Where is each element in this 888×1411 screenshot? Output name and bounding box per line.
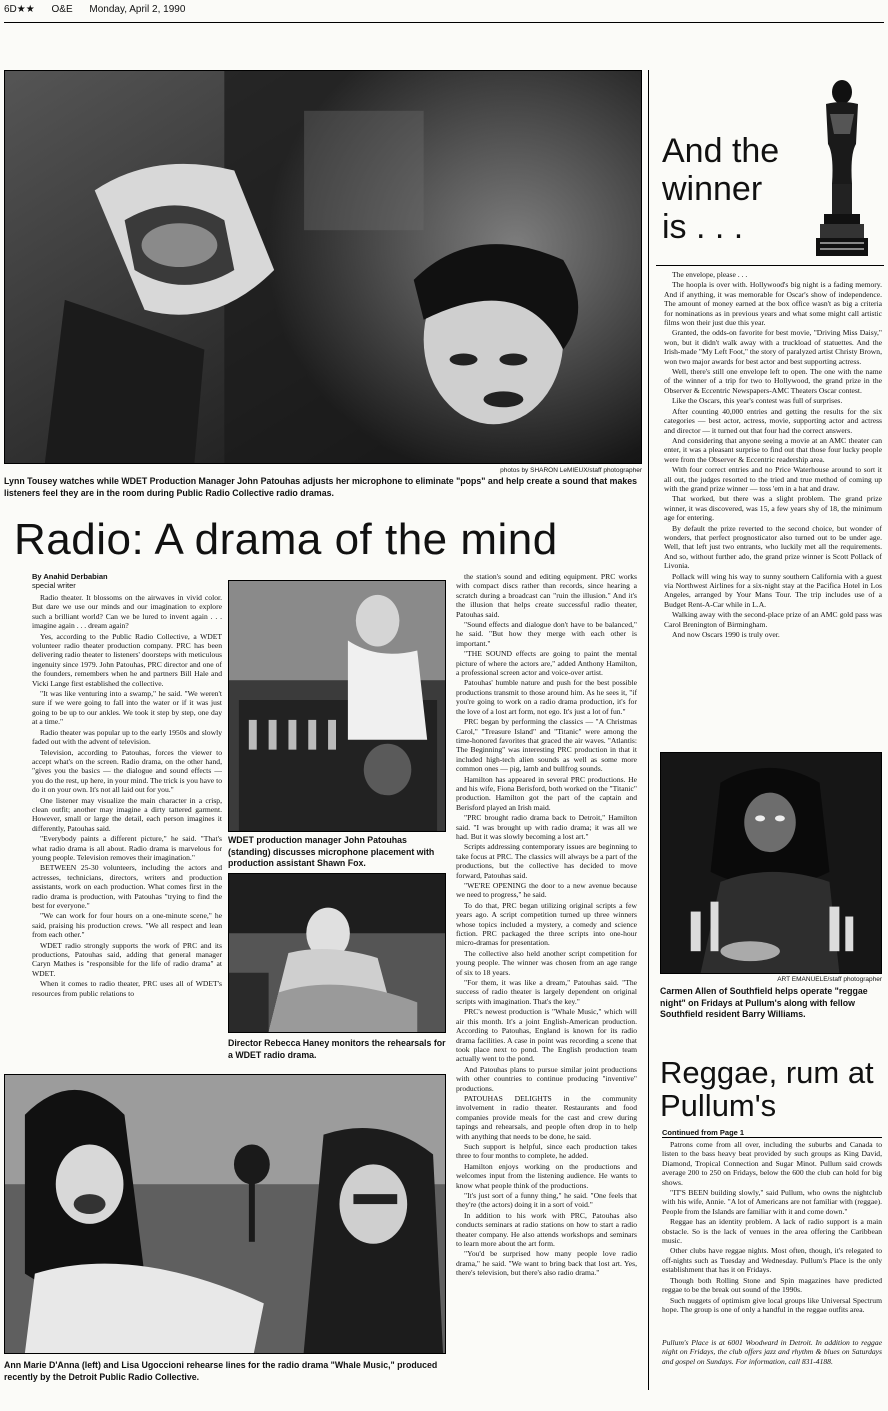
oscar-box [656, 70, 884, 266]
paragraph: the station's sound and editing equipment. PRC works with compact discs rather than records, since hearing a scratch during a broadcast can "ruin the illusion." And it's the illusion that helps create successful radio theater, Patouhas said. [456, 572, 637, 619]
paragraph: And now Oscars 1990 is truly over. [672, 630, 780, 640]
top-photo [4, 70, 642, 464]
radio-headline: Radio: A drama of the mind [14, 515, 558, 564]
paragraph: BETWEEN 25-30 volunteers, including the actors and actresses, technicians, directors, writers and production assistants, work on each production. What comes first in the radio drama is production, with Patouhas "trying to find the best for everyone." [32, 863, 222, 910]
paragraph: Reggae has an identity problem. A lack of radio support is a main obstacle. So is the lack of venues in the area offering the Caribbean music. [662, 1217, 882, 1246]
paragraph: "It was like venturing into a swamp," he said. "We weren't sure if we were going to fall into the water or if it was just going to be up to our ankles. We took it step by step, one day at a time." [32, 689, 222, 727]
paragraph: "Everybody paints a different picture," he said. "That's what radio drama is all about. Radio drama is marvelous for young people. Television removes their imagination." [32, 834, 222, 862]
photo-haney [228, 873, 446, 1033]
byline-author: By Anahid Derbabian [32, 572, 108, 581]
paragraph: The hoopla is over with. Hollywood's big night is a fading memory. And if anything, it was memorable for Oscar's show of independence. The amount of money earned at the box office wasn't as big a criteria for nominations as in previous years and what some might call artistic films won their just due this year. [664, 280, 882, 328]
page-number: 6D★★ [4, 4, 35, 15]
paragraph: Like the Oscars, this year's contest was full of surprises. [672, 396, 843, 406]
paragraph: PRC's newest production is "Whale Music," which will air this month. It's a joint English-American production. According to Patouhas, England is known for its radio drama facilities. A case in point was recording a scene that took place next to pond. The English production team actually went to the pond. [456, 1007, 637, 1064]
issue-date: Monday, April 2, 1990 [89, 4, 186, 15]
paragraph: Patouhas' humble nature and push for the best possible productions transmit to those around him. As he sees it, "if you're going to work on a radio drama production, it's for the love of a lost art form, not ego. It's just a lot of fun." [456, 678, 637, 716]
paragraph: Patrons come from all over, including the suburbs and Canada to listen to the bass heavy beat provided by such groups as King David, Diamond, Tropical Connection and Sugar Minot. Pullum said crowds average 200 to 250 on Fridays, below the 600 the club can hold for big shows. [662, 1140, 882, 1187]
paragraph: "It's just sort of a funny thing," he said. "One feels that they're (the actors) doing it in a sort of void." [456, 1191, 637, 1210]
bottom-photo-caption: Ann Marie D'Anna (left) and Lisa Ugoccioni rehearse lines for the radio drama "Whale Music," produced recently by the Detroit Public Radio Collective. [4, 1360, 438, 1382]
paragraph: Walking away with the second-place prize of an AMC gold pass was Carol Brenington of Birmingham. [664, 610, 882, 629]
oscar-headline: And the winner is . . . [662, 132, 780, 246]
paragraph: Radio theater was popular up to the early 1950s and slowly faded out with the advent of television. [32, 727, 222, 747]
paragraph: "For them, it was like a dream," Patouhas said. "The success of radio theater is largely dependent on original scripts with imagination. That's the key." [456, 978, 637, 1006]
paragraph: "THE SOUND effects are going to paint the mental picture of where the actors are," added Anthony Hamilton, a professional screen actor and voice-over artist. [456, 649, 637, 678]
reggae-footer: Pullum's Place is at 6001 Woodward in Detroit. In addition to reggae night on Fridays, the club offers jazz and rhythm & blues on Saturdays and gospel on Sundays. For information, call 831-4188. [662, 1338, 882, 1366]
paragraph: By default the prize reverted to the second choice, but wonder of wonders, that perfect prognosticator also turned out to be under age. Well, that left just two entrants, who luckily met all the requirements. And so, without further ado, the grand prize winner is Scott Pollack of Livonia. [664, 523, 882, 571]
radio-column-3 [456, 572, 637, 1384]
paragraph: Though both Rolling Stone and Spin magazines have predicted reggae to be the break out sound of the 1990s. [662, 1275, 882, 1295]
paragraph: Pollack will wing his way to sunny southern California with a guest via Northwest Airlines for a six-night stay at the Pacifica Hotel in Los Angeles, arranged by Your Mans Tour. The trip includes use of a Budget Rent-A-Car while in L.A. [664, 571, 882, 609]
page-folio [4, 4, 884, 20]
column-divider [648, 70, 649, 1390]
paragraph: Television, according to Patouhas, forces the viewer to accept what's on the screen. Radio drama, on the other hand, "gives you the basics — the dialogue and sound effects — you do the rest, up here, in your mind. The trick is you have to do it on your own. It's not all laid out for you." [32, 747, 222, 795]
paragraph: PATOUHAS DELIGHTS in the community involvement in radio theater. Restaurants and food companies provide meals for the cast and crew during tapings and rehearsals, and people often drop in to help with anything that needs to be done, he said. [456, 1093, 637, 1141]
oscar-body [664, 270, 882, 750]
paragraph: With four correct entries and no Price Waterhouse around to sort it all out, the judges resorted to the tried and true method of coming up with the grand prize winner — toss 'em in a hat and draw. [664, 465, 882, 493]
paragraph: After counting 40,000 entries and getting the results for the six categories — best actor, actress, movie, supporting actor and actress and director — it turned out that four had the correct answers. [664, 406, 882, 435]
header-rule [4, 22, 884, 23]
paragraph: Such nuggets of optimism give local groups like Universal Spectrum hope. The group is one of only a handful in the reggae outfits area. [662, 1295, 882, 1314]
paragraph: Well, there's still one envelope left to open. The one with the name of the winner of a trip for two to Hollywood, the grand prize in the Observer & Eccentric Newspapers-AMC Theaters Oscar contest. [664, 367, 882, 395]
paragraph: Granted, the odds-on favorite for best movie, "Driving Miss Daisy," won, but it didn't walk away with a truckload of statuettes. And the Irish-made "My Left Foot," the story of paralyzed artist Christy Brown, won two major awards for best actor and best supporting actress. [664, 328, 882, 366]
oscar-statuette-icon [806, 74, 878, 260]
paragraph: "IT'S BEEN building slowly," said Pullum, who owns the nightclub with his wife, Annie. "A lot of Americans are not familiar with (reggae). People from the Islands are familiar with it and come down." [662, 1188, 882, 1216]
paragraph: That worked, but there was a slight problem. The grand prize winner, it was discovered, was 15, a few years shy of 18, the minimum age for entering. [664, 494, 882, 523]
paragraph: Scripts addressing contemporary issues are beginning to take focus at PRC. The classics will always be a part of the productions, but the collective has decided to move forward, Patouhas said. [456, 842, 637, 880]
reggae-photo [660, 752, 882, 974]
paragraph: "PRC brought radio drama back to Detroit," Hamilton said. "I was brought up with radio drama; it was all we had. But it was slowly becoming a lost art." [456, 813, 637, 841]
paragraph: "We can work for four hours on a one-minute scene," he said, praising his production crews. "We all respect and lean from each other." [32, 911, 222, 940]
paragraph: The collective also held another script competition for young people. The winner was chosen from an age range of six to 18 years. [456, 948, 637, 977]
top-photo-caption: Lynn Tousey watches while WDET Production Manager John Patouhas adjusts her microphone to eliminate "pops" and help create a sound that makes listeners feel they are in the room during Public Radio Collective radio dramas. [4, 476, 638, 498]
reggae-headline: Reggae, rum at Pullum's [660, 1055, 874, 1123]
radio-column-1 [32, 593, 222, 1065]
reggae-photo-credit: ART EMANUELE/staff photographer [777, 976, 882, 983]
paragraph: Radio theater. It blossoms on the airwaves in vivid color. But dare we use our minds and our imagination to explore such a brilliant world? Can we be lured to invent again . . . imagine again . . . dream again? [32, 593, 222, 631]
paragraph: Hamilton enjoys working on the productions and welcomes input from the listening audience. He wants to know what people think of the productions. [456, 1161, 637, 1190]
reggae-photo-caption: Carmen Allen of Southfield helps operate "reggae night" on Fridays at Pullum's along with fellow Southfield resident Barry Williams. [660, 986, 868, 1019]
byline-role: special writer [32, 581, 76, 590]
section-name: O&E [51, 4, 73, 15]
byline [32, 572, 222, 590]
paragraph: When it comes to radio theater, PRC uses all of WDET's resources from public relations to [32, 979, 222, 998]
paragraph: "WE'RE OPENING the door to a new avenue because we need to progress," he said. [456, 881, 637, 900]
paragraph: And Patouhas plans to pursue similar joint productions with other countries to continue producing "inventive" productions. [456, 1064, 637, 1093]
paragraph: PRC began by performing the classics — "A Christmas Carol," "Treasure Island" and "Titanic" were among the time-honored favorites that graced the air waves. "Atlantis: The Beginning" was interesting PRC production in that it included high-tech alien sounds as well as some more common ones — pig, lamb and bullfrog sounds. [456, 717, 637, 774]
paragraph: Hamilton has appeared in several PRC productions. He and his wife, Fiona Berisford, both worked on the "Titanic" production. Hamilton got the part of the captain and Berisford played an Irish maid. [456, 774, 637, 812]
photo2-caption: WDET production manager John Patouhas (standing) discusses microphone placement with production assistant Shawn Fox. [228, 835, 435, 868]
top-photo-credit: photos by SHARON LeMIEUX/staff photographer [500, 467, 642, 474]
bottom-photo [4, 1074, 446, 1354]
paragraph: Other clubs have reggae nights. Most often, though, it's relegated to off-nights such as Tuesday and Wednesday. Pullum's Place is the only establishment that has it on Fridays. [662, 1246, 882, 1275]
paragraph: In addition to his work with PRC, Patouhas also conducts seminars at radio stations on how to start a radio theater company. He also attends workshops and seminars to learn more about the art form. [456, 1210, 637, 1249]
photo-patouhas-fox [228, 580, 446, 832]
paragraph: "Sound effects and dialogue don't have to be balanced," he said. "But how they merge with each other is important." [456, 620, 637, 648]
paragraph: To do that, PRC began utilizing original scripts a few years ago. A script competition turned up three winners whose topics included a mystery, a comedy and science fiction. PRC packaged the three scripts into one-hour micro-dramas for presentation. [456, 900, 637, 948]
paragraph: Such support is helpful, since each production takes three to four months to complete, he added. [456, 1141, 637, 1161]
paragraph: And considering that anyone seeing a movie at an AMC theater can enter, it was a pleasant surprise to find out that those four lucky people were from the Observer & Eccentric readership area. [664, 435, 882, 464]
paragraph: WDET radio strongly supports the work of PRC and its productions, Patouhas said, adding that general manager Caryn Mathes is "responsible for the life of radio drama" at WDET. [32, 940, 222, 978]
reggae-body [662, 1140, 882, 1332]
photo3-caption: Director Rebecca Haney monitors the rehearsals for a WDET radio drama. [228, 1038, 446, 1060]
paragraph: "You'd be surprised how many people love radio drama," he said. "We want to bring back that lost art. Yes, there's television, but there's also radio drama." [456, 1249, 637, 1278]
paragraph: One listener may visualize the main character in a crisp, clean outfit; another may imagine a dirty tattered garment. However, small or large the detail, each person imagines it differently, Patouhas said. [32, 795, 222, 833]
paragraph: The envelope, please . . . [672, 270, 748, 279]
continued-note: Continued from Page 1 [662, 1128, 882, 1138]
paragraph: Yes, according to the Public Radio Collective, a WDET volunteer radio theater production company. PRC has been delivering radio theater to listeners' doorsteps with meticulous ingenuity since 1979. John Patouhas, PRC director and one of the founders, remembers when he and partners Bill Hale and Vicki Lange first established the collective. [32, 631, 222, 688]
